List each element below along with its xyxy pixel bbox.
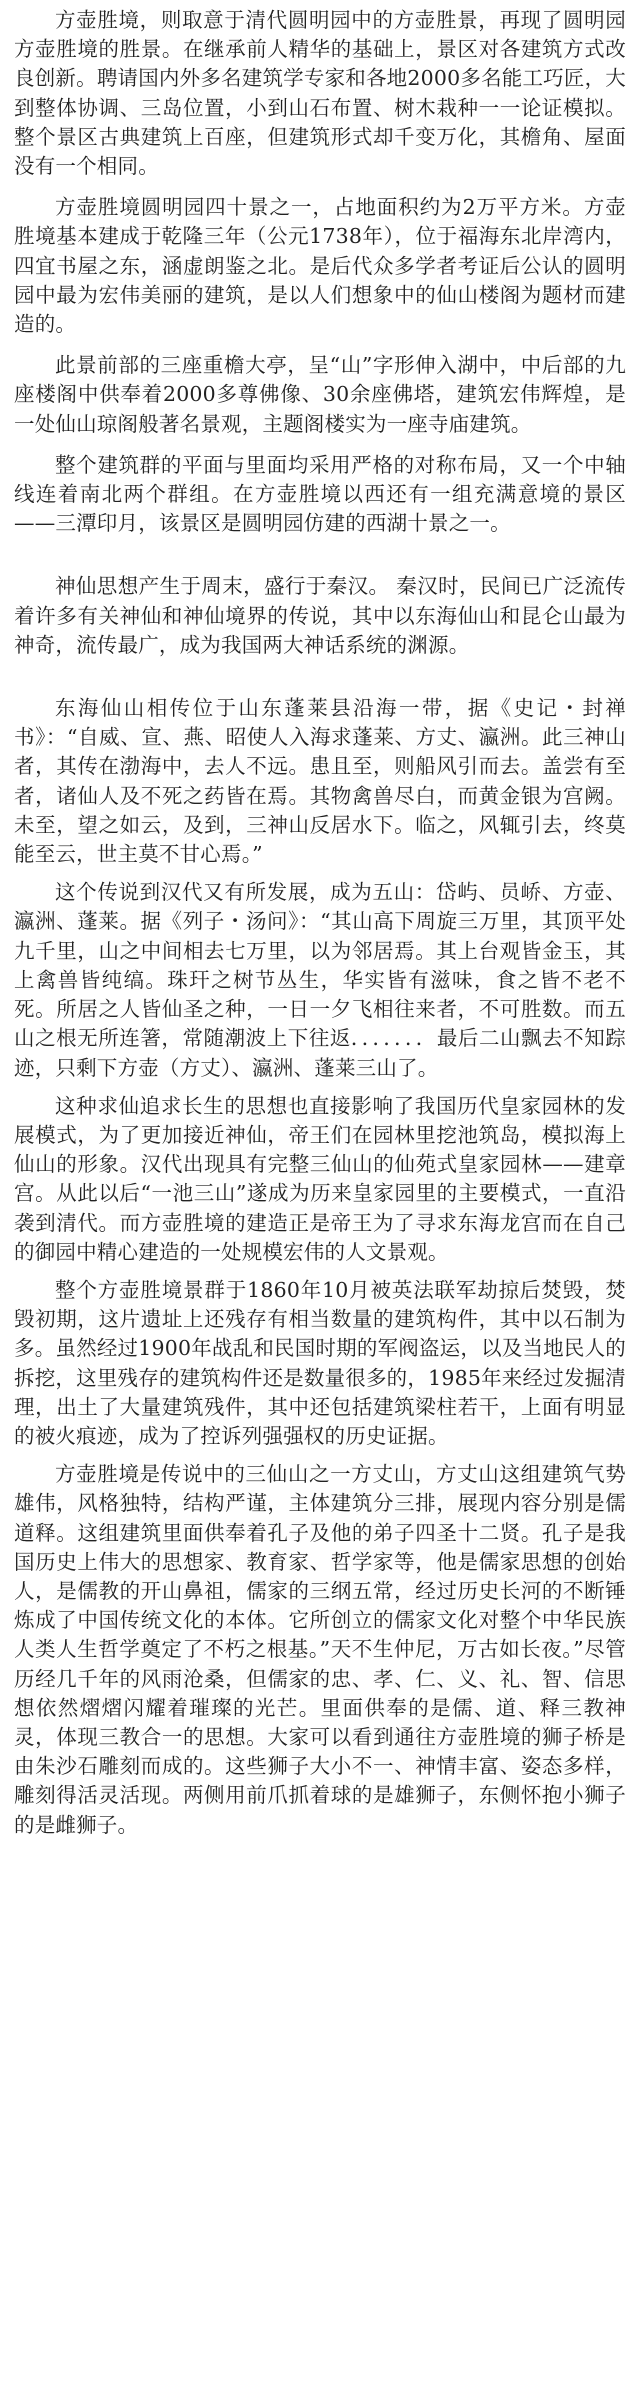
paragraph-gap: [14, 1267, 626, 1276]
paragraph-5: 神仙思想产生于周末，盛行于秦汉。 秦汉时，民间已广泛流传着许多有关神仙和神仙境界的传说，其中以东海仙山和昆仑山最为神奇，流传最广，成为我国两大神话系统的渊源。: [14, 574, 626, 657]
paragraph-gap: [14, 339, 626, 351]
paragraph-8: 这种求仙追求长生的思想也直接影响了我国历代皇家园林的发展模式，为了更加接近神仙，帝王们在园林里挖池筑岛，模拟海上仙山的形象。汉代出现具有完整三仙山的仙苑式皇家园林——建章宫。从此以后“一池三山”遂成为历来皇家园里的主要模式，一直沿袭到清代。而方壶胜境的建造正是帝王为了寻求东海龙宫而在自己的御园中精心建造的一处规模宏伟的人文景观。: [14, 1093, 626, 1264]
paragraph-gap: [14, 869, 626, 878]
paragraph-2: 方壶胜境圆明园四十景之一，占地面积约为2万平方米。方壶胜境基本建成于乾隆三年（公元1738年），位于福海东北岸湾内，四宜书屋之东，涵虚朗鉴之北。是后代众多学者考证后公认的圆明园中最为宏伟美丽的建筑，是以人们想象中的仙山楼阁为题材而建造的。: [14, 195, 626, 337]
paragraph-6: 东海仙山相传位于山东蓬莱县沿海一带，据《史记・封禅书》：“自威、宣、燕、昭使人入海求蓬莱、方丈、瀛洲。此三神山者，其传在渤海中，去人不远。患且至，则船风引而去。盖尝有至者，诸仙人及不死之药皆在焉。其物禽兽尽白，而黄金银为宫阙。未至，望之如云，及到，三神山反居水下。临之，风辄引去，终莫能至云，世主莫不甘心焉。”: [14, 696, 626, 867]
paragraph-10: 方壶胜境是传说中的三仙山之一方丈山，方丈山这组建筑气势雄伟，风格独特，结构严谨，主体建筑分三排，展现内容分别是儒道释。这组建筑里面供奉着孔子及他的弟子四圣十二贤。孔子是我国历史上伟大的思想家、教育家、哲学家等，他是儒家思想的创始人，是儒教的开山鼻祖，儒家的三纲五常，经过历史长河的不断锤炼成了中国传统文化的本体。它所创立的儒家文化对整个中华民族人类人生哲学奠定了不朽之根基。”天不生仲尼，万古如长夜。”尽管历经几千年的风雨沧桑，但儒家的忠、孝、仁、义、礼、智、信思想依然熠熠闪耀着璀璨的光芒。里面供奉的是儒、道、释三教神灵，体现三教合一的思想。大家可以看到通往方壶胜境的狮子桥是由朱沙石雕刻而成的。这些狮子大小不一、神情丰富、姿态多样，雕刻得活灵活现。两侧用前爪抓着球的是雄狮子，东侧怀抱小狮子的是雌狮子。: [14, 1462, 626, 1837]
paragraph-gap: [14, 538, 626, 572]
paragraph-7: 这个传说到汉代又有所发展，成为五山：岱屿、员峤、方壶、瀛洲、蓬莱。据《列子・汤问》：“其山高下周旋三万里，其顶平处九千里，山之中间相去七万里，以为邻居焉。其上台观皆金玉，其上禽兽皆纯缟。珠玕之树节丛生，华实皆有滋味，食之皆不老不死。所居之人皆仙圣之种，一日一夕飞相往来者，不可胜数。而五山之根无所连箸，常随潮波上下往返．．．．．．．最后二山飘去不知踪迹，只剩下方壶（方丈）、瀛洲、蓬莱三山了。: [14, 880, 626, 1080]
paragraph-gap: [14, 439, 626, 451]
paragraph-9: 整个方壶胜境景群于1860年10月被英法联军劫掠后焚毁，焚毁初期，这片遗址上还残存有相当数量的建筑构件，其中以石制为多。虽然经过1900年战乱和民国时期的军阀盗运，以及当地民人的拆挖，这里残存的建筑构件还是数量很多的，1985年来经过发掘清理，出土了大量建筑残件，其中还包括建筑梁柱若干，上面有明显的被火痕迹，成为了控诉列强强权的历史证据。: [14, 1277, 626, 1448]
paragraph-gap: [14, 660, 626, 694]
paragraph-4: 整个建筑群的平面与里面均采用严格的对称布局，又一个中轴线连着南北两个群组。在方壶胜境以西还有一组充满意境的景区——三潭印月，该景区是圆明园仿建的西湖十景之一。: [14, 452, 626, 536]
paragraph-gap: [14, 181, 626, 193]
paragraph-gap: [14, 1451, 626, 1460]
paragraph-1: 方壶胜境，则取意于清代圆明园中的方壶胜景，再现了圆明园方壶胜境的胜景。在继承前人精华的基础上，景区对各建筑方式改良创新。聘请国内外多名建筑学专家和各地2000多名能工巧匠，大到整体协调、三岛位置，小到山石布置、树木栽种一一论证模拟。整个景区古典建筑上百座，但建筑形式却千变万化，其檐角、屋面没有一个相同。: [14, 8, 626, 179]
paragraph-gap: [14, 1083, 626, 1092]
paragraph-3: 此景前部的三座重檐大亭，呈“山”字形伸入湖中，中后部的九座楼阁中供奉着2000多尊佛像、30余座佛塔，建筑宏伟辉煌，是一处仙山琼阁般著名景观，主题阁楼实为一座寺庙建筑。: [14, 353, 626, 436]
